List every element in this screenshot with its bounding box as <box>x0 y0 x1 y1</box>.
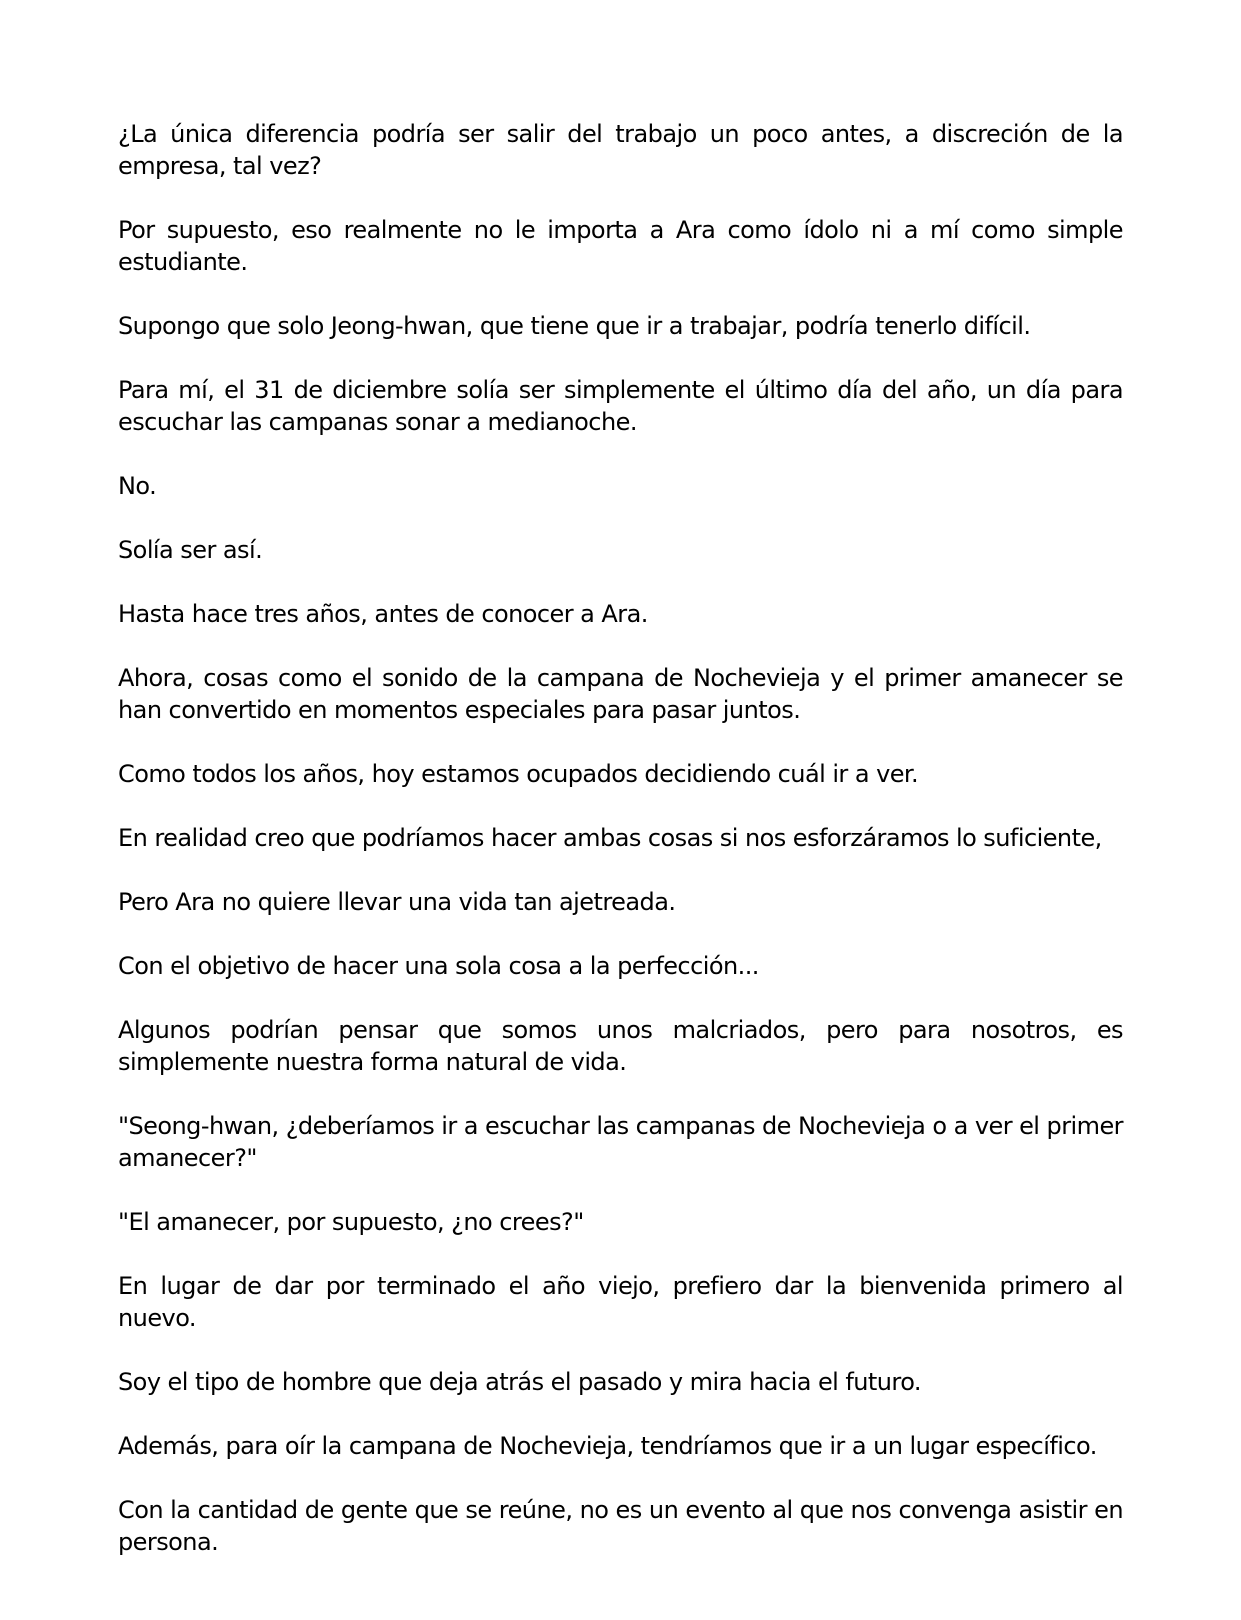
paragraph: En lugar de dar por terminado el año viejo, prefiero dar la bienvenida primero al nuevo. <box>118 1272 1123 1332</box>
paragraph: Solía ser así. <box>118 536 263 564</box>
paragraph: Ahora, cosas como el sonido de la campana de Nochevieja y el primer amanecer se han convertido en momentos especiales para pasar juntos. <box>118 664 1123 724</box>
paragraph: No. <box>118 472 157 500</box>
document-body <box>118 118 1123 1558</box>
paragraph: Por supuesto, eso realmente no le importa a Ara como ídolo ni a mí como simple estudiante. <box>118 216 1123 276</box>
paragraph: Soy el tipo de hombre que deja atrás el pasado y mira hacia el futuro. <box>118 1368 922 1396</box>
paragraph: Pero Ara no quiere llevar una vida tan ajetreada. <box>118 888 676 916</box>
paragraph: En realidad creo que podríamos hacer ambas cosas si nos esforzáramos lo suficiente, <box>118 824 1102 852</box>
paragraph: Con el objetivo de hacer una sola cosa a la perfección... <box>118 952 759 980</box>
paragraph: Supongo que solo Jeong-hwan, que tiene que ir a trabajar, podría tenerlo difícil. <box>118 312 1031 340</box>
paragraph: Con la cantidad de gente que se reúne, no es un evento al que nos convenga asistir en persona. <box>118 1496 1123 1556</box>
paragraph: "Seong-hwan, ¿deberíamos ir a escuchar las campanas de Nochevieja o a ver el primer amanecer?" <box>118 1112 1123 1172</box>
paragraph: ¿La única diferencia podría ser salir del trabajo un poco antes, a discreción de la empresa, tal vez? <box>118 120 1123 180</box>
paragraph: Para mí, el 31 de diciembre solía ser simplemente el último día del año, un día para escuchar las campanas sonar a medianoche. <box>118 376 1123 436</box>
paragraph: Además, para oír la campana de Nochevieja, tendríamos que ir a un lugar específico. <box>118 1432 1097 1460</box>
paragraph: Como todos los años, hoy estamos ocupados decidiendo cuál ir a ver. <box>118 760 919 788</box>
paragraph: Hasta hace tres años, antes de conocer a Ara. <box>118 600 648 628</box>
paragraph: "El amanecer, por supuesto, ¿no crees?" <box>118 1208 584 1236</box>
paragraph: Algunos podrían pensar que somos unos malcriados, pero para nosotros, es simplemente nuestra forma natural de vida. <box>118 1016 1123 1076</box>
